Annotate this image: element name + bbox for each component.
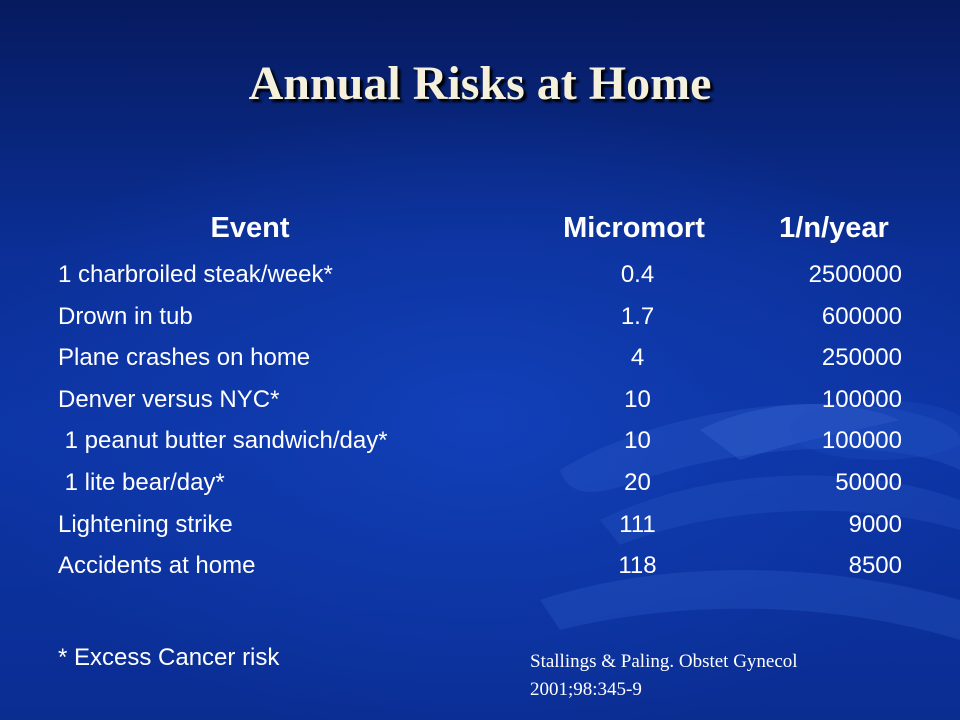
slide-title: Annual Risks at Home <box>248 57 712 110</box>
frequency-cell: 2500000 <box>808 261 902 288</box>
frequency-cell: 250000 <box>821 344 902 372</box>
citation-line: 2001;98:345-9 <box>530 679 642 700</box>
micromort-cell: 1.7 <box>620 302 655 330</box>
event-cell: Drown in tub <box>58 302 193 330</box>
table-row <box>0 381 960 423</box>
micromort-cell: 10 <box>624 427 651 455</box>
table-row <box>0 464 960 506</box>
micromort-cell: 20 <box>624 468 651 496</box>
event-cell: Lightening strike <box>58 510 233 538</box>
micromort-cell: 4 <box>630 344 645 372</box>
event-cell: 1 lite bear/day* <box>58 468 225 496</box>
citation <box>530 648 930 704</box>
table-row <box>0 547 960 589</box>
event-cell: Plane crashes on home <box>58 344 311 372</box>
event-cell: 1 peanut butter sandwich/day* <box>58 427 388 455</box>
frequency-cell: 100000 <box>821 385 902 413</box>
table-row <box>0 339 960 381</box>
column-header-event: Event <box>210 212 290 244</box>
frequency-cell: 100000 <box>821 427 902 455</box>
frequency-cell: 50000 <box>835 468 902 496</box>
frequency-cell: 600000 <box>821 302 902 330</box>
micromort-cell: 118 <box>618 552 657 580</box>
micromort-cell: 0.4 <box>620 261 655 288</box>
event-cell: Accidents at home <box>58 552 256 580</box>
column-header-frequency: 1/n/year <box>779 212 889 244</box>
frequency-cell: 9000 <box>848 510 902 538</box>
micromort-cell: 10 <box>624 385 651 413</box>
micromort-cell: 111 <box>619 510 656 538</box>
risk-table <box>0 256 960 589</box>
frequency-cell: 8500 <box>848 552 902 580</box>
event-cell: 1 charbroiled steak/week* <box>58 261 333 288</box>
event-cell: Denver versus NYC* <box>58 385 280 413</box>
table-row <box>0 506 960 548</box>
column-header-micromort: Micromort <box>563 212 705 244</box>
table-row <box>0 422 960 464</box>
table-row <box>0 298 960 340</box>
footnote: * Excess Cancer risk <box>58 644 280 671</box>
citation-line: Stallings & Paling. Obstet Gynecol <box>530 651 798 672</box>
table-row <box>0 256 960 298</box>
